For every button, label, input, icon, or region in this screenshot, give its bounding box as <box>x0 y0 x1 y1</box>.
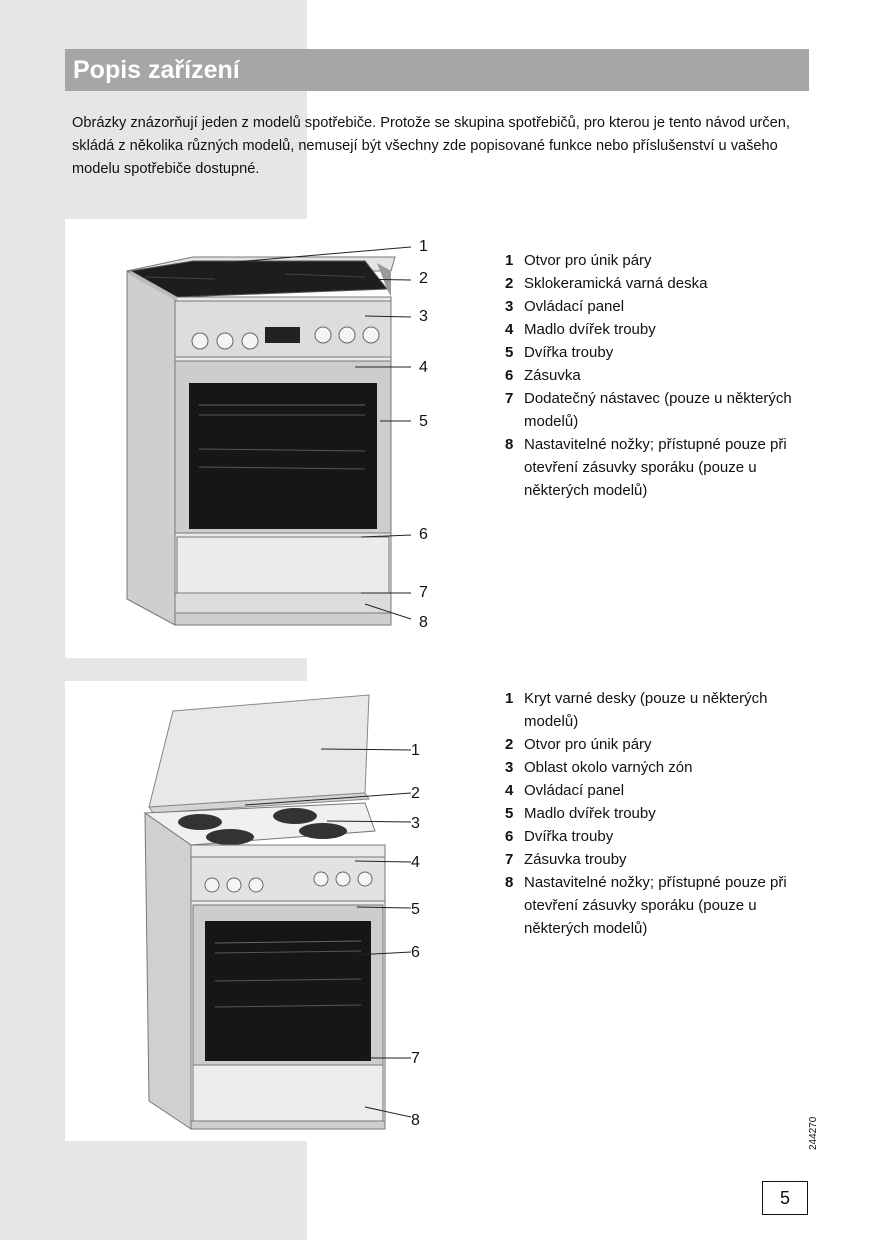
figure1-callout: 8 <box>419 614 428 631</box>
figure1-cooker-illustration <box>65 219 445 658</box>
legend-item: 3 Ovládací panel <box>505 298 625 315</box>
page-number: 5 <box>762 1181 808 1215</box>
legend-item: 5 Madlo dvířek trouby <box>505 805 656 822</box>
figure1-legend <box>505 249 805 502</box>
legend-item: 8 Nastavitelné nožky; přístupné pouze při otevření zásuvky sporáku (pouze u některých modelů) <box>505 874 787 937</box>
legend-item: 4 Ovládací panel <box>505 782 625 799</box>
figure1-callout: 6 <box>419 526 428 543</box>
figure2-callouts <box>411 742 420 1129</box>
figure2-legend <box>505 687 805 940</box>
legend-item: 3 Oblast okolo varných zón <box>505 759 693 776</box>
cooker1-body <box>127 257 395 625</box>
legend-item: 6 Dvířka trouby <box>505 828 614 845</box>
cooker2-body <box>145 695 385 1129</box>
figure1-callout: 1 <box>419 238 428 255</box>
figure1-callout: 4 <box>419 359 428 376</box>
legend-item: 6 Zásuvka <box>505 367 581 384</box>
legend-item: 7 Zásuvka trouby <box>505 851 627 868</box>
figure2-cooker-illustration <box>65 681 445 1141</box>
page-title: Popis zařízení <box>65 49 809 91</box>
figure1-callout: 5 <box>419 413 428 430</box>
figure1-callout: 2 <box>419 270 428 287</box>
figure2-callout: 7 <box>411 1050 420 1067</box>
intro-paragraph: Obrázky znázorňují jeden z modelů spotřebiče. Protože se skupina spotřebičů, pro kterou je tento návod určen, skládá z několika různých modelů, nemusejí být všechny zde popisované funkce nebo příslušenství u vašeho modelu spotřebiče dostupné. <box>72 115 790 177</box>
legend-item: 8 Nastavitelné nožky; přístupné pouze při otevření zásuvky sporáku (pouze u některých modelů) <box>505 436 787 499</box>
figure1-callouts <box>419 238 428 631</box>
legend-item: 2 Sklokeramická varná deska <box>505 275 708 292</box>
figure2-callout: 2 <box>411 785 420 802</box>
figure2-callout: 8 <box>411 1112 420 1129</box>
figure2-callout: 1 <box>411 742 420 759</box>
legend-item: 1 Kryt varné desky (pouze u některých modelů) <box>505 690 768 730</box>
figure2-callout: 3 <box>411 815 420 832</box>
document-number: 244270 <box>808 1116 819 1150</box>
legend-item: 4 Madlo dvířek trouby <box>505 321 656 338</box>
figure2-callout: 5 <box>411 901 420 918</box>
legend-item: 1 Otvor pro únik páry <box>505 252 652 269</box>
legend-item: 5 Dvířka trouby <box>505 344 614 361</box>
figure2-callout: 4 <box>411 854 420 871</box>
figure1-callout: 7 <box>419 584 428 601</box>
figure2-callout: 6 <box>411 944 420 961</box>
legend-item: 7 Dodatečný nástavec (pouze u některých modelů) <box>505 390 792 430</box>
legend-item: 2 Otvor pro únik páry <box>505 736 652 753</box>
figure1-callout: 3 <box>419 308 428 325</box>
